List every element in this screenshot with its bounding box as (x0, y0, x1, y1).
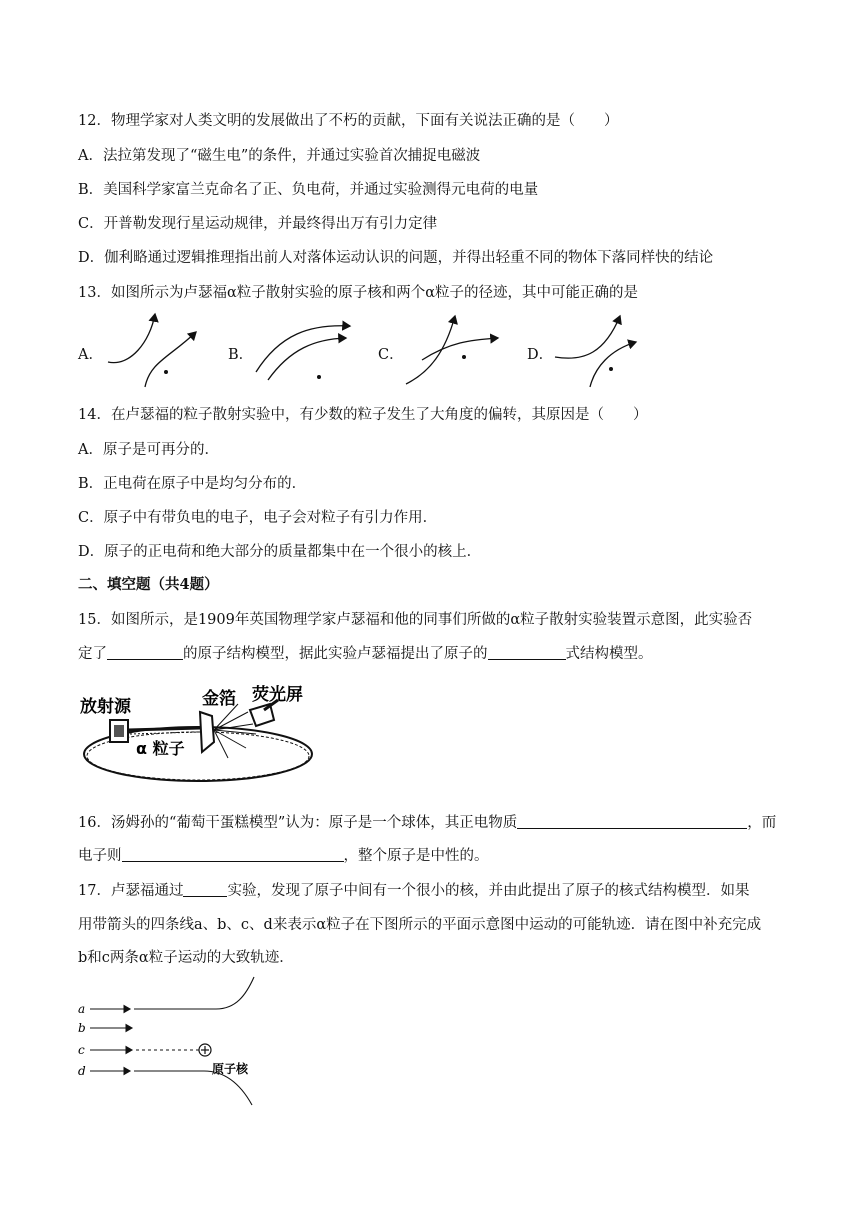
q12-stem: 12．物理学家对人类文明的发展做出了不朽的贡献，下面有关说法正确的是（ ） (78, 113, 619, 129)
q13-label-d: D． (527, 347, 554, 363)
q13-figure-c (400, 312, 505, 392)
q12-option-c: C．开普勒发现行星运动规律，并最终得出万有引力定律 (78, 216, 438, 232)
q15-text-a: 定了 (78, 646, 107, 662)
q13-label-b: B． (228, 347, 254, 363)
q15-text-b: 的原子结构模型，据此实验卢瑟福提出了原子的 (183, 646, 488, 662)
q13-figure-d (550, 312, 655, 392)
q15-blank-2[interactable] (488, 645, 566, 660)
q15-label-source: 放射源 (80, 697, 131, 717)
q14-option-c: C．原子中有带负电的电子，电子会对粒子有引力作用． (78, 510, 438, 526)
q17-line3: b和c两条α粒子运动的大致轨迹． (78, 950, 294, 966)
q14-option-b: B．正电荷在原子中是均匀分布的． (78, 476, 307, 492)
q17-label-a: a (78, 1002, 86, 1016)
q15-label-alpha: α 粒子 (136, 739, 185, 758)
q12-option-b: B．美国科学家富兰克命名了正、负电荷，并通过实验测得元电荷的电量 (78, 182, 539, 198)
q13-label-a: A． (78, 347, 103, 363)
q15-line1: 15．如图所示，是1909年英国物理学家卢瑟福和他的同事们所做的α粒子散射实验装置示意图，此实验否 (78, 612, 753, 628)
q14-option-a: A．原子是可再分的． (78, 442, 219, 458)
q16-text-b: ，而 (747, 815, 777, 831)
q17-label-c: c (78, 1043, 85, 1057)
q13-label-c: C． (378, 347, 404, 363)
q17-trajectory-figure (76, 975, 276, 1107)
q17-blank-1[interactable] (183, 882, 227, 897)
q17-label-b: b (78, 1021, 86, 1035)
q15-label-foil: 金箔 (202, 689, 236, 709)
q13-figure-a (100, 312, 200, 392)
q16-line1 (78, 813, 776, 833)
q14-stem: 14．在卢瑟福的粒子散射实验中，有少数的粒子发生了大角度的偏转，其原因是（ ） (78, 407, 648, 423)
q15-apparatus-figure (78, 682, 318, 790)
q13-stem: 13．如图所示为卢瑟福α粒子散射实验的原子核和两个α粒子的径迹，其中可能正确的是 (78, 285, 639, 301)
q13-figure-b (250, 314, 355, 389)
q16-line2 (78, 846, 489, 866)
q16-text-d: ，整个原子是中性的。 (343, 848, 489, 864)
q17-label-nucleus: 原子核 (212, 1062, 249, 1076)
q17-label-d: d (78, 1064, 86, 1078)
q17-line1 (78, 881, 749, 901)
q16-blank-2[interactable] (122, 847, 344, 862)
q17-text-b: 实验，发现了原子中间有一个很小的核，并由此提出了原子的核式结构模型．如果 (227, 883, 750, 899)
q15-label-screen: 荧光屏 (252, 685, 303, 705)
q12-option-a: A．法拉第发现了“磁生电”的条件，并通过实验首次捕捉电磁波 (78, 148, 481, 164)
q16-text-c: 电子则 (78, 848, 122, 864)
q12-option-d: D．伽利略通过逻辑推理指出前人对落体运动认识的问题，并得出轻重不同的物体下落同样快的结论 (78, 250, 714, 266)
q15-line2 (78, 644, 653, 664)
q16-blank-1[interactable] (517, 814, 747, 829)
q17-line2: 用带箭头的四条线a、b、c、d来表示α粒子在下图所示的平面示意图中运动的可能轨迹．请在图中补充完成 (78, 917, 762, 933)
q14-option-d: D．原子的正电荷和绝大部分的质量都集中在一个很小的核上． (78, 544, 482, 560)
section-heading: 二、填空题（共4题） (78, 576, 219, 593)
q16-text-a: 16．汤姆孙的“葡萄干蛋糕模型”认为：原子是一个球体，其正电物质 (78, 815, 518, 831)
q15-blank-1[interactable] (107, 645, 183, 660)
q17-text-a: 17．卢瑟福通过 (78, 883, 184, 899)
q15-text-c: 式结构模型。 (565, 646, 653, 662)
